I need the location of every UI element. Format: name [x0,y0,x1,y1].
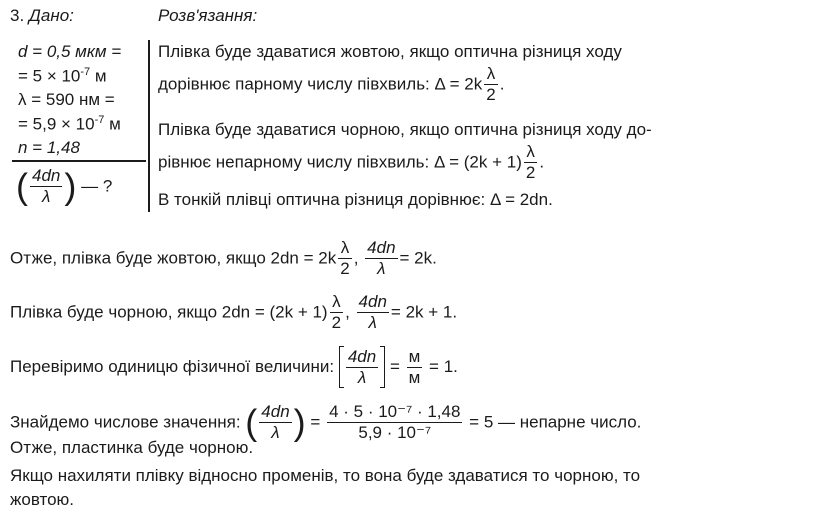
body-line-tilt: Якщо нахиляти плівку відносно променів, то вона буде здаватися то чорною, то [10,466,641,485]
l1-text: Отже, плівка буде жовтою, якщо 2dn = 2k [10,248,337,268]
l1-frac1-den: 2 [340,259,350,278]
given-lambda-value: = 5,9 × 10 [18,114,95,134]
body-line-black [10,292,457,333]
sol-p3: В тонкій плівці оптична різниця дорівнює: Δ = 2dn. [158,190,553,209]
given-title: Дано: [28,6,74,25]
given-lambda-exp: -7 [94,114,105,126]
l3-eq: = [389,357,400,376]
given-divider [148,40,150,212]
l2-frac1-den: 2 [331,313,342,332]
given-d-value: = 5 × 10 [18,66,81,86]
l2-mid: , [345,302,350,322]
given-separator [12,160,146,162]
sol-p2-line1: Плівка буде здаватися чорною, якщо оптична різниця ходу до- [158,120,652,139]
l2-end: = 2k + 1. [390,302,458,322]
given-lambda-unit: м [104,114,121,134]
l3-end: = 1. [429,357,458,376]
body-line-yellow [10,238,437,279]
l2-frac2-den: λ [368,313,377,332]
body-line-units [10,346,458,388]
l4-text: Знайдемо числове значення: [10,412,241,432]
given-d-unit: м [90,66,107,86]
given-lambda-line2 [18,114,121,135]
l4-frac2 [327,402,462,443]
sol-p2-fraction [524,142,537,183]
l1-frac2 [365,238,397,279]
l1-end: = 2k. [399,248,437,268]
find-den: λ [42,187,51,206]
sol-p2-text: рівнює непарному числу півхвиль: Δ = (2k + 1) [158,152,522,172]
l3-frac2 [407,347,423,388]
find-fraction [30,166,62,207]
l3-frac1-den: λ [357,367,367,387]
sol-p2-den: 2 [525,163,536,182]
l4-frac1-num: 4dn [261,402,290,421]
l3-text: Перевіримо одиницю фізичної величини: [10,357,335,376]
given-d-line1: d = 0,5 мкм = [18,42,122,61]
solution-title: Розв'язання: [158,6,258,25]
find-suffix: — ? [81,176,113,196]
paren-right: ) [64,165,77,207]
l1-frac1 [338,238,351,279]
sol-p1-line1: Плівка буде здаватися жовтою, якщо оптична різниця ходу [158,42,622,61]
sol-p1-num: λ [484,64,497,85]
l4-frac1 [259,402,291,443]
sol-p1-fraction [484,64,497,105]
sol-p1-text: дорівнює парному числу півхвиль: Δ = 2k [158,74,483,94]
l4-paren-right: ) [293,401,306,443]
l4-paren-left: ( [245,401,258,443]
l3-frac2-den: м [408,367,421,387]
sol-p2-line2: рівнює непарному числу півхвиль: Δ = (2k + 1) $\frac{\lambda}{2}$ . [158,142,545,182]
body-line-tilt-end: жовтою. [10,490,75,509]
body-line-conclusion: Отже, пластинка буде чорною. [10,438,254,457]
l2-frac2-num: 4dn [358,292,387,311]
bracket-left [339,346,344,388]
l2-frac2 [357,292,389,333]
sol-p2-num: λ [524,142,537,163]
l1-mid: , [353,248,359,268]
given-n: n = 1,48 [18,138,80,157]
l4-end: = 5 — непарне число. [469,412,642,432]
l4-frac1-den: λ [271,423,280,442]
given-d-line2 [18,66,107,87]
given-d-exp: -7 [80,66,91,78]
l2-frac1 [330,292,343,333]
given-lambda-line1: λ = 590 нм = [18,90,115,109]
l3-frac1-num: 4dn [347,346,377,366]
l4-frac2-num: 4 · 5 · 10⁻⁷ · 1,48 [329,402,461,421]
find-expression [16,166,112,207]
body-line-numeric [10,402,641,443]
sol-p1-den: 2 [486,85,496,104]
bracket-right [380,346,385,388]
find-num: 4dn [32,166,61,185]
problem-header [10,6,74,26]
problem-number: 3. [10,6,25,25]
sol-p1-line2: дорівнює парному числу півхвиль: Δ = 2k $\frac{\lambda}{2}$ . [158,64,505,104]
l1-frac2-den: λ [377,259,386,278]
l2-frac1-num: λ [330,292,343,313]
l1-frac2-num: 4dn [367,238,396,257]
l2-text: Плівка буде чорною, якщо 2dn = (2k + 1) [10,302,328,322]
l1-frac1-num: λ [338,238,351,259]
l3-frac1 [346,347,378,388]
l3-frac2-num: м [408,346,421,366]
paren-left: ( [16,165,28,207]
l4-eq: = [310,412,321,432]
l4-frac2-den: 5,9 · 10⁻⁷ [358,423,432,442]
